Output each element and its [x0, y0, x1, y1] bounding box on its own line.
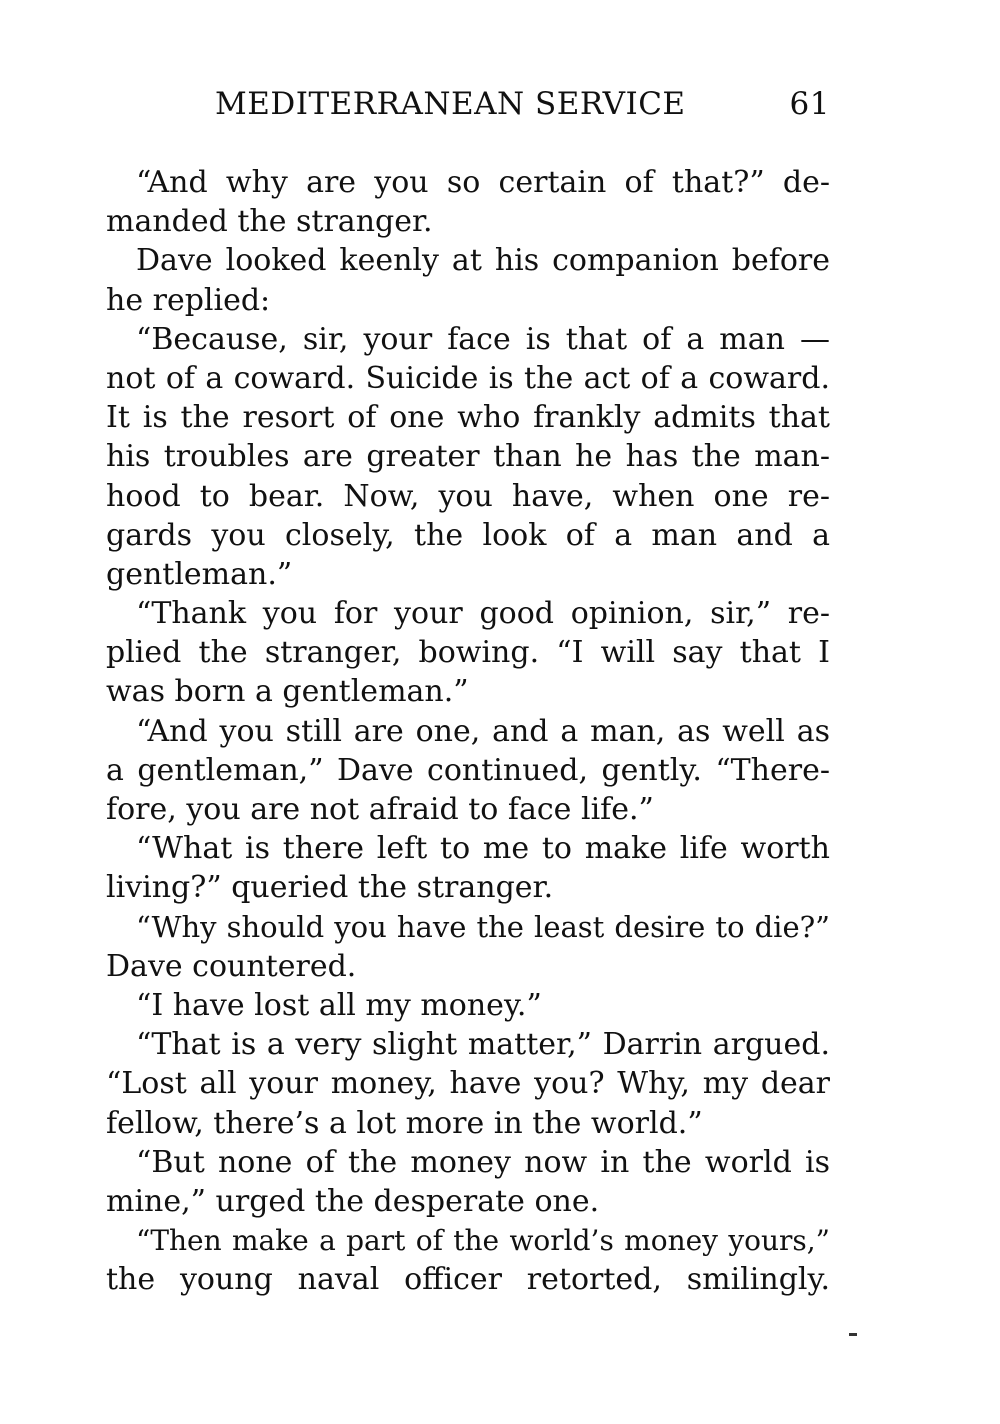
- text-line: fore, you are not afraid to face life.”: [106, 792, 654, 827]
- text-line: gentleman.”: [106, 556, 293, 592]
- text-line: “Then make a part of the world’s money yours,”: [136, 1224, 830, 1258]
- text-line: he replied:: [106, 282, 271, 318]
- text-line: living?” queried the stranger.: [106, 870, 554, 906]
- page-number: 61: [789, 86, 830, 122]
- body-text: [106, 163, 830, 1299]
- print-mark: [849, 1333, 857, 1336]
- text-line: “I have lost all my money.”: [136, 987, 542, 1023]
- text-line: hood to bear. Now, you have, when one re-: [106, 478, 830, 514]
- text-line: his troubles are greater than he has the man-: [106, 439, 830, 475]
- text-line: Dave countered.: [106, 948, 357, 984]
- text-line: “Thank you for your good opinion, sir,” re-: [136, 596, 830, 632]
- running-title: MEDITERRANEAN SERVICE: [215, 86, 686, 122]
- text-line: It is the resort of one who frankly admits that: [106, 400, 830, 436]
- text-line: “But none of the money now in the world is: [136, 1144, 830, 1180]
- text-line: a gentleman,” Dave continued, gently. “There-: [106, 752, 830, 788]
- text-line: fellow, there’s a lot more in the world.”: [106, 1105, 703, 1141]
- text-line: “Because, sir, your face is that of a man —: [136, 321, 830, 357]
- text-line: “What is there left to me to make life worth: [136, 831, 830, 867]
- text-line: not of a coward. Suicide is the act of a coward.: [106, 360, 830, 396]
- text-line: “That is a very slight matter,” Darrin argued.: [136, 1027, 830, 1063]
- text-line: manded the stranger.: [106, 204, 433, 240]
- text-line: was born a gentleman.”: [106, 674, 469, 710]
- text-line: “Why should you have the least desire to die?”: [136, 909, 830, 944]
- text-line: “Lost all your money, have you? Why, my dear: [106, 1066, 830, 1102]
- text-line: mine,” urged the desperate one.: [106, 1183, 600, 1219]
- text-line: the young naval officer retorted, smilingly.: [106, 1262, 830, 1298]
- text-line: Dave looked keenly at his companion before: [136, 243, 830, 279]
- text-line: “And why are you so certain of that?” de-: [136, 165, 830, 200]
- text-line: gards you closely, the look of a man and a: [106, 517, 830, 553]
- text-line: “And you still are one, and a man, as well as: [136, 713, 830, 749]
- running-head: [215, 82, 830, 126]
- text-line: plied the stranger, bowing. “I will say that I: [106, 635, 830, 671]
